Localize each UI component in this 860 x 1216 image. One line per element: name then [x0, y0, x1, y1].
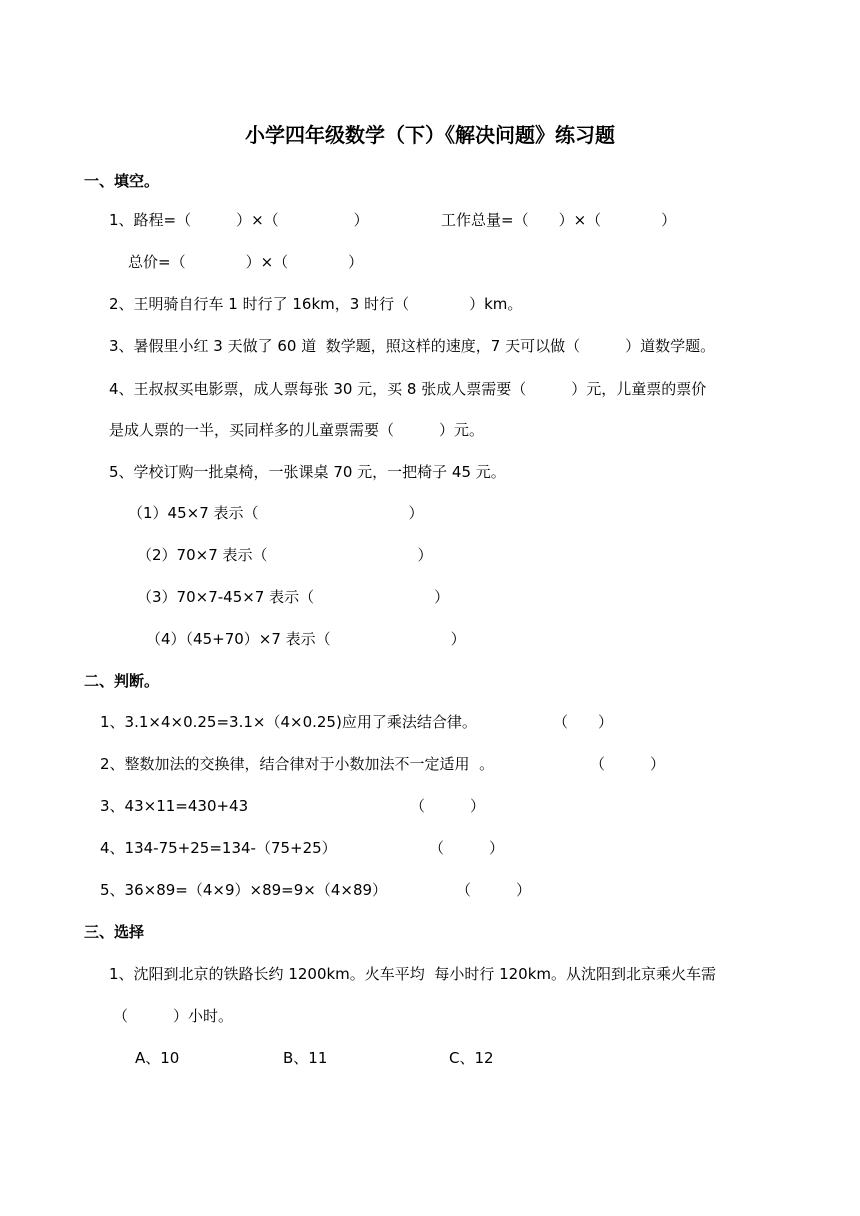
- section-heading-choice: 三、选择: [84, 923, 145, 941]
- choice-1-line1: 1、沈阳到北京的铁路长约 1200km。火车平均 每小时行 120km。从沈阳到北京乘火车需: [109, 965, 717, 983]
- judgement-3: 3、43×11=430+43: [100, 797, 249, 815]
- question-2: 2、王明骑自行车 1 时行了 16km，3 时行（ ）km。: [109, 295, 523, 313]
- question-4-line1: 4、王叔叔买电影票，成人票每张 30 元，买 8 张成人票需要（ ）元，儿童票的票价: [109, 380, 707, 398]
- question-1-distance: 1、路程=（ ）×（ ）: [109, 211, 369, 229]
- section-heading-true-false: 二、判断。: [84, 672, 160, 690]
- judgement-2: 2、整数加法的交换律，结合律对于小数加法不一定适用 。: [100, 755, 495, 773]
- judgement-1: 1、3.1×4×0.25=3.1×（4×0.25)应用了乘法结合律。: [100, 713, 477, 731]
- judgement-4: 4、134-75+25=134-（75+25）: [100, 839, 337, 857]
- choice-1-line2: （ ）小时。: [113, 1007, 234, 1025]
- judgement-4-answer: （ ）: [429, 839, 505, 857]
- question-3: 3、暑假里小红 3 天做了 60 道 数学题，照这样的速度，7 天可以做（ ）道数学题。: [109, 337, 716, 355]
- question-5-part4: （4）（45+70）×7 表示（ ）: [146, 630, 466, 648]
- judgement-3-answer: （ ）: [410, 797, 486, 815]
- choice-option-c: C、12: [449, 1049, 494, 1067]
- section-heading-fill-in: 一、填空。: [84, 172, 160, 190]
- judgement-1-answer: （ ）: [553, 713, 614, 731]
- question-5-part1: （1）45×7 表示（ ）: [128, 504, 424, 522]
- page-title: 小学四年级数学（下）《解决问题》练习题: [245, 123, 615, 147]
- question-1-work: 工作总量=（ ）×（ ）: [441, 211, 677, 229]
- question-4-line2: 是成人票的一半，买同样多的儿童票需要（ ）元。: [109, 421, 485, 439]
- judgement-2-answer: （ ）: [590, 755, 666, 773]
- judgement-5-answer: （ ）: [456, 881, 532, 899]
- choice-option-a: A、10: [135, 1049, 180, 1067]
- question-5-part2: （2）70×7 表示（ ）: [137, 546, 433, 564]
- question-5: 5、学校订购一批桌椅，一张课桌 70 元，一把椅子 45 元。: [109, 463, 506, 481]
- question-1-total-price: 总价=（ ）×（ ）: [128, 253, 364, 271]
- judgement-5: 5、36×89=（4×9）×89=9×（4×89）: [100, 881, 388, 899]
- question-5-part3: （3）70×7-45×7 表示（ ）: [137, 588, 450, 606]
- choice-option-b: B、11: [283, 1049, 328, 1067]
